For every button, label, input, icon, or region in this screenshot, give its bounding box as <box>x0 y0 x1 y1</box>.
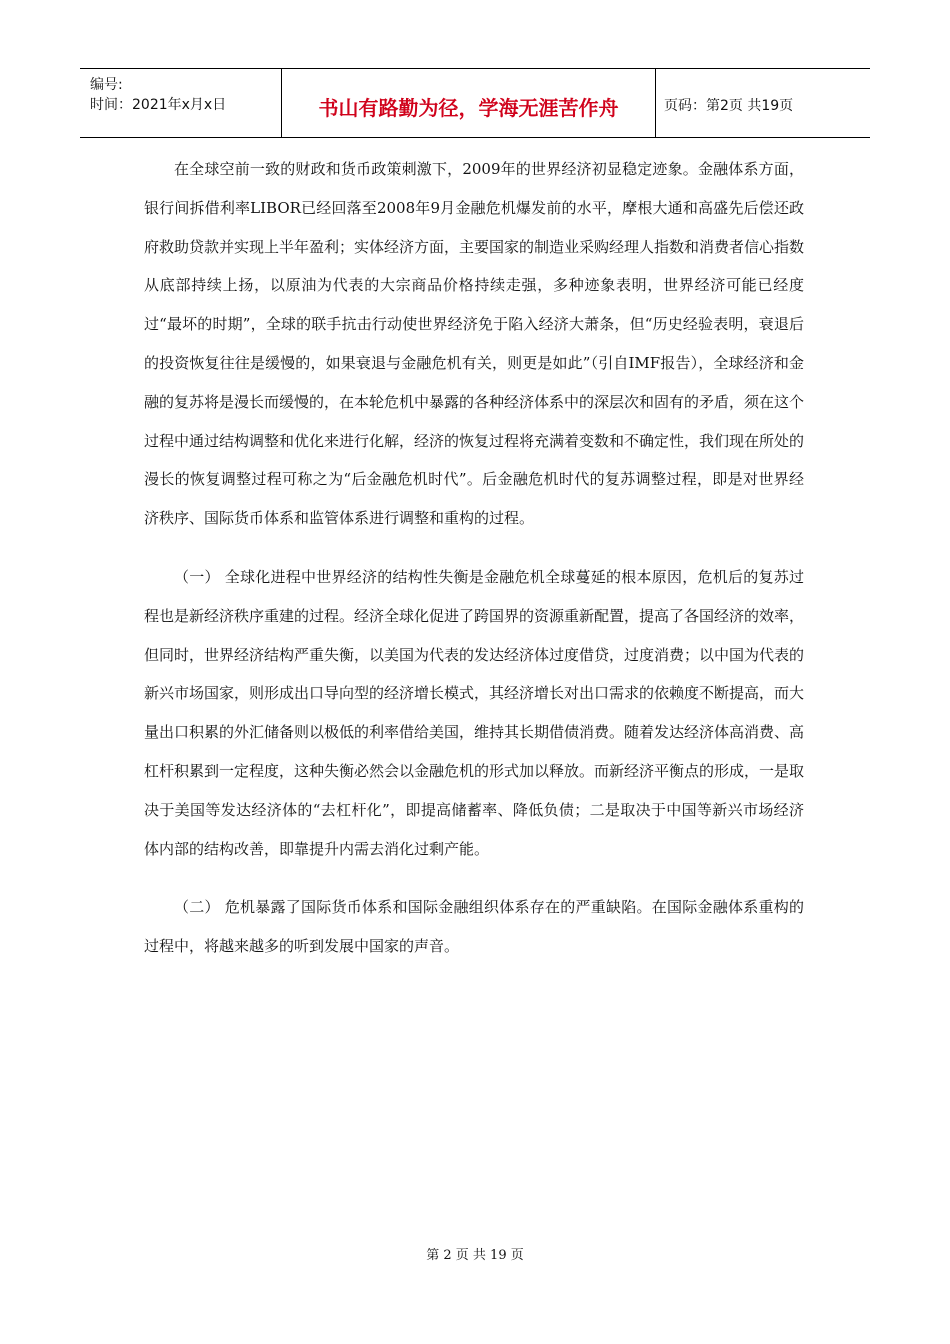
header-meta <box>80 69 282 137</box>
header-motto: 书山有路勤为径，学海无涯苦作舟 <box>282 69 656 137</box>
page-header <box>80 68 870 138</box>
paragraph-section-1: （一） 全球化进程中世界经济的结构性失衡是金融危机全球蔓延的根本原因，危机后的复苏过程也是新经济秩序重建的过程。经济全球化促进了跨国界的资源重新配置，提高了各国经济的效率，但同时，世界经济结构严重失衡，以美国为代表的发达经济体过度借贷，过度消费；以中国为代表的新兴市场国家，则形成出口导向型的经济增长模式，其经济增长对出口需求的依赖度不断提高，而大量出口积累的外汇储备则以极低的利率借给美国，维持其长期借债消费。随着发达经济体高消费、高杠杆积累到一定程度，这种失衡必然会以金融危机的形式加以释放。而新经济平衡点的形成，一是取决于美国等发达经济体的“去杠杆化”，即提高储蓄率、降低负债；二是取决于中国等新兴市场经济体内部的结构改善，即靠提升内需去消化过剩产能。 <box>144 567 805 858</box>
paragraph-section-2: （二） 危机暴露了国际货币体系和国际金融组织体系存在的严重缺陷。在国际金融体系重构的过程中，将越来越多的听到发展中国家的声音。 <box>144 898 804 956</box>
paragraph-intro: 在全球空前一致的财政和货币政策刺激下，2009年的世界经济初显稳定迹象。金融体系方面，银行间拆借利率LIBOR已经回落至2008年9月金融危机爆发前的水平，摩根大通和高盛先后偿还政府救助贷款并实现上半年盈利；实体经济方面，主要国家的制造业采购经理人指数和消费者信心指数从底部持续上扬，以原油为代表的大宗商品价格持续走强，多种迹象表明，世界经济可能已经度过“最坏的时期”，全球的联手抗击行动使世界经济免于陷入经济大萧条，但“历史经验表明，衰退后的投资恢复往往是缓慢的，如果衰退与金融危机有关，则更是如此”（引自IMF报告），全球经济和金融的复苏将是漫长而缓慢的，在本轮危机中暴露的各种经济体系中的深层次和固有的矛盾，须在这个过程中通过结构调整和优化来进行化解，经济的恢复过程将充满着变数和不确定性，我们现在所处的漫长的恢复调整过程可称之为“后金融危机时代”。后金融危机时代的复苏调整过程，即是对世界经济秩序、国际货币体系和监管体系进行调整和重构的过程。 <box>144 160 805 528</box>
page-footer: 第 2 页 共 19 页 <box>426 1248 524 1263</box>
date-label: 时间：2021年x月x日 <box>90 97 227 113</box>
document-body <box>144 150 804 966</box>
header-page-info: 页码：第2页 共19页 <box>664 98 794 114</box>
number-label: 编号: <box>90 77 123 93</box>
